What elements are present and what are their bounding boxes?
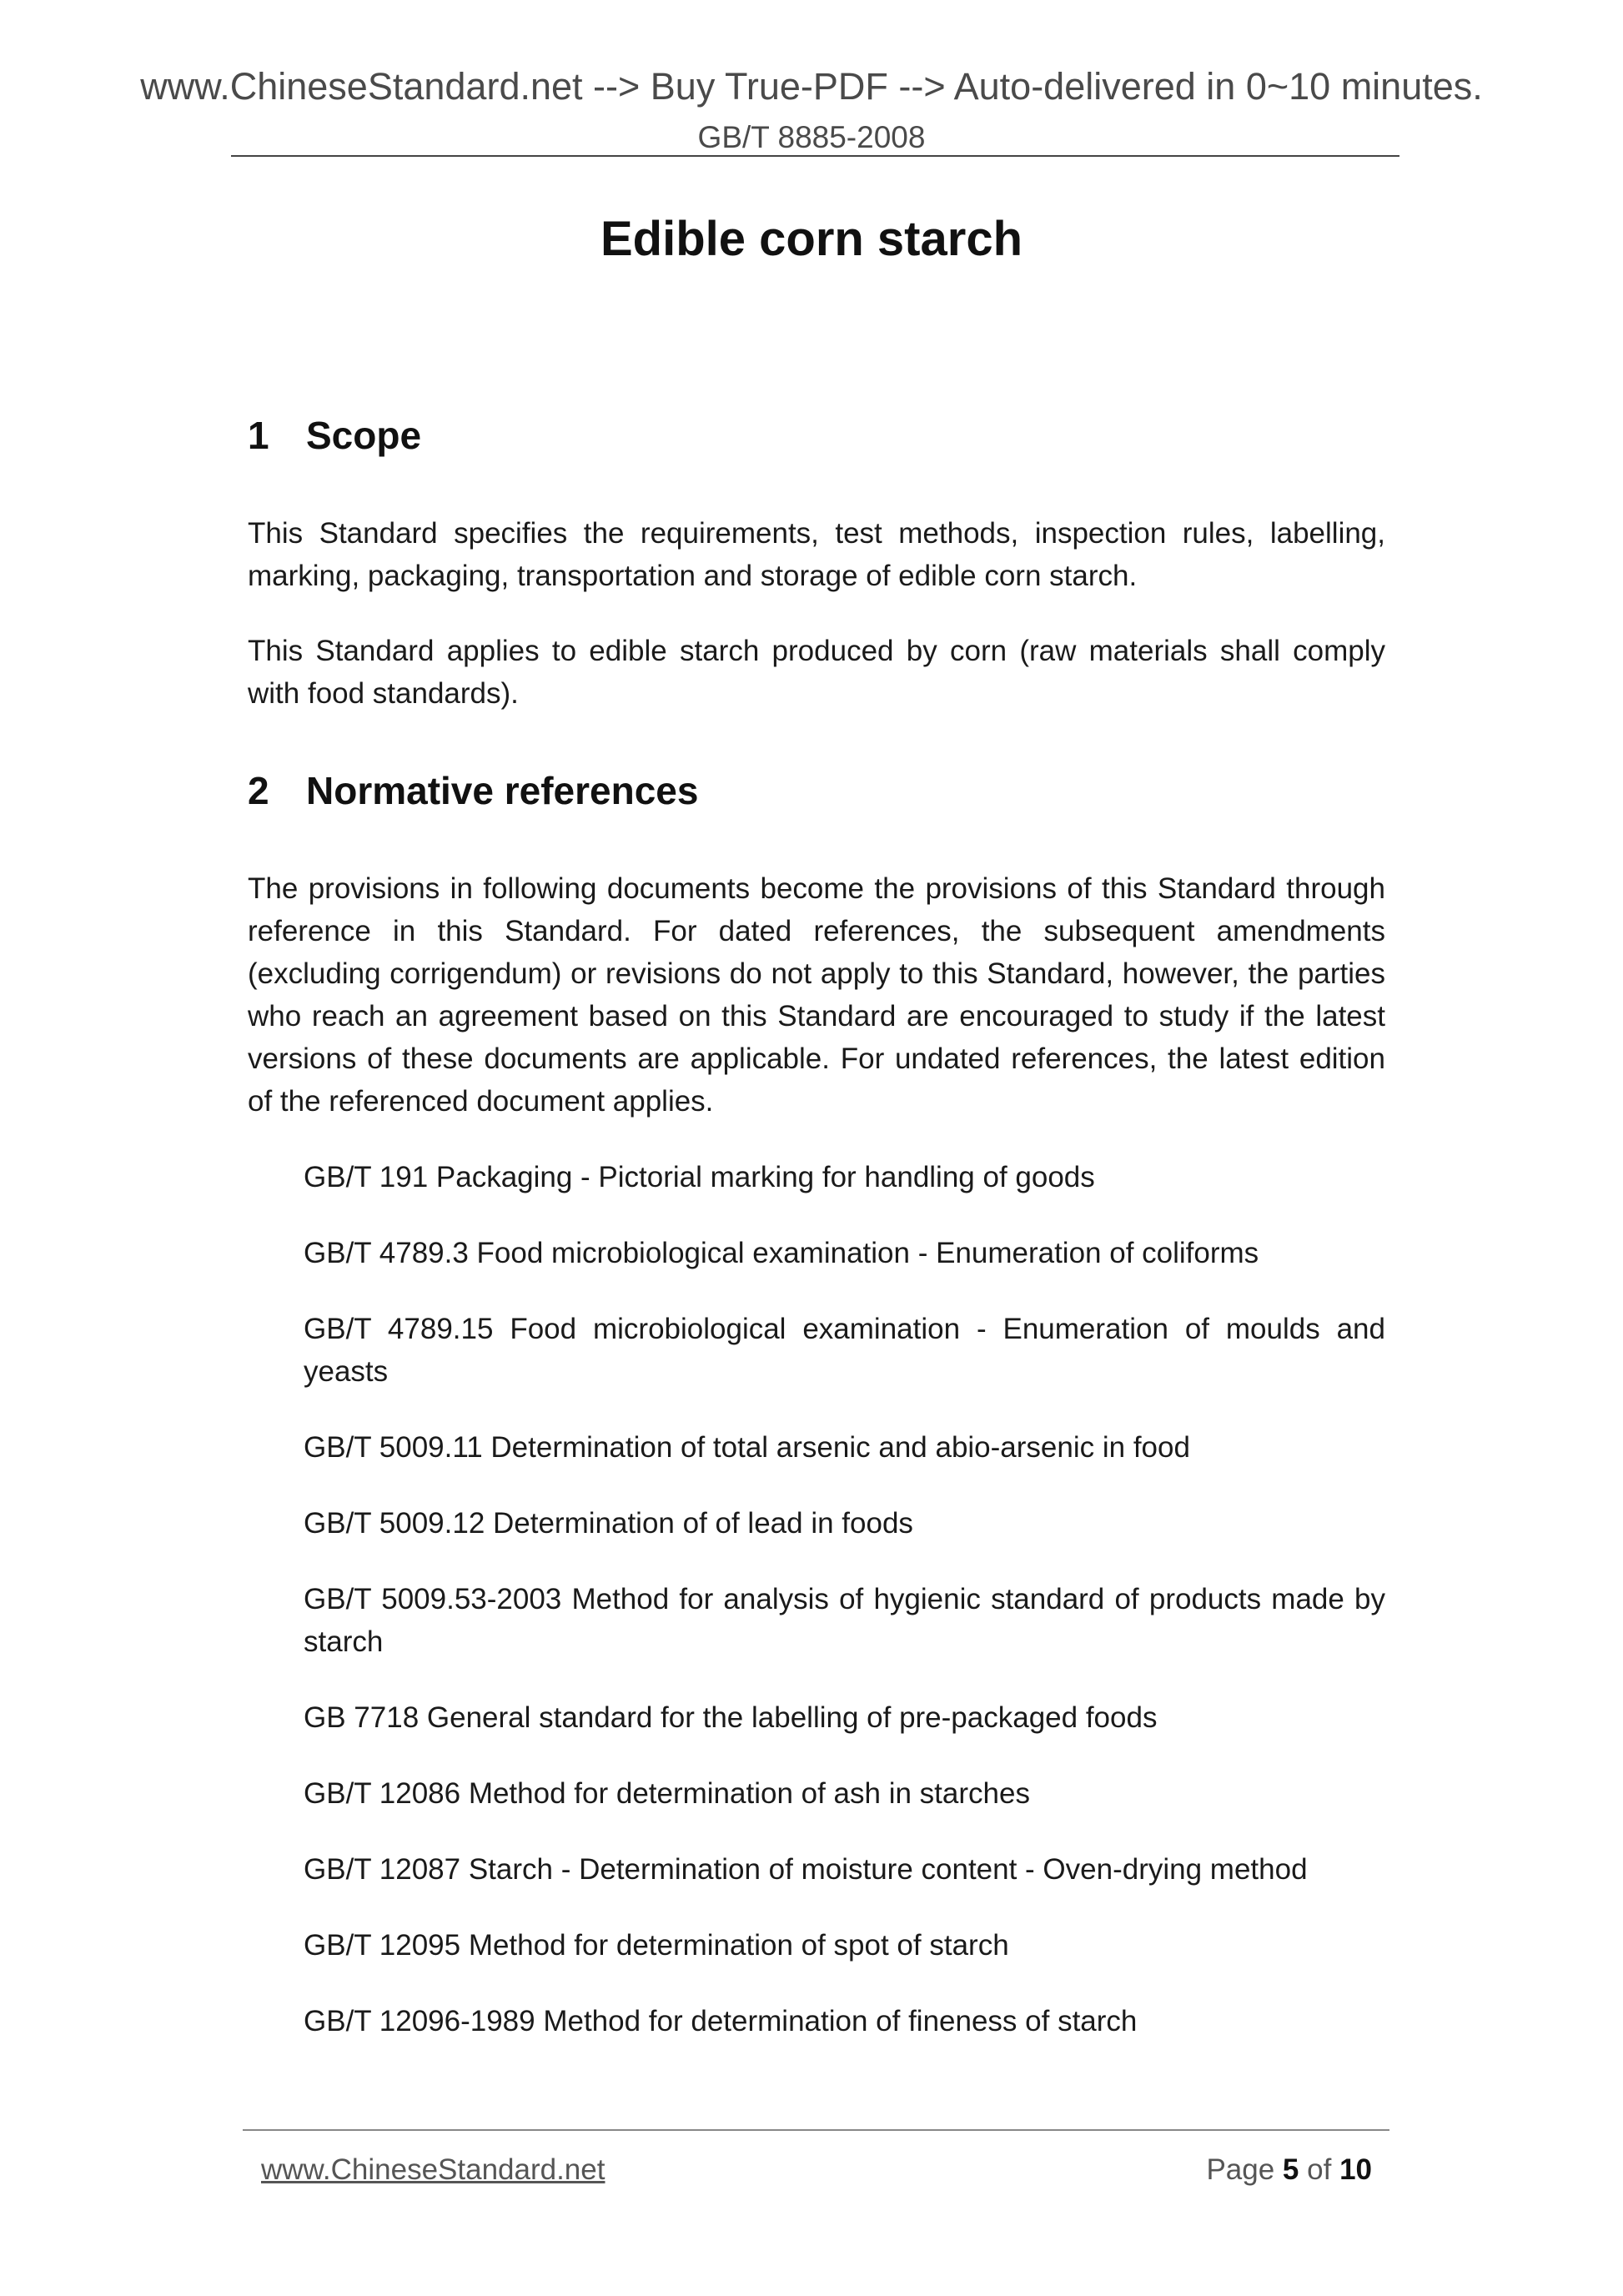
section-title: Scope [306, 414, 422, 457]
reference-item: GB/T 12087 Starch - Determination of moisture content - Oven-drying method [304, 1853, 1308, 1886]
reference-item: GB/T 12086 Method for determination of ash in starches [304, 1777, 1030, 1810]
section-heading-scope [248, 413, 421, 458]
document-title: Edible corn starch [600, 212, 1023, 266]
reference-item: GB 7718 General standard for the labelling of pre-packaged foods [304, 1701, 1158, 1734]
section-title: Normative references [306, 769, 699, 812]
page-current: 5 [1282, 2153, 1299, 2186]
footer-website-link[interactable]: www.ChineseStandard.net [261, 2153, 605, 2186]
page-label: Page [1206, 2153, 1275, 2186]
section-number: 1 [248, 414, 269, 457]
header-banner[interactable]: www.ChineseStandard.net --> Buy True-PDF --> Auto-delivered in 0~10 minutes. [140, 65, 1483, 108]
reference-item: GB/T 4789.15 Food microbiological examination - Enumeration of moulds and yeasts [304, 1313, 1385, 1388]
reference-item: GB/T 4789.3 Food microbiological examination - Enumeration of coliforms [304, 1237, 1259, 1269]
page-indicator [1084, 2153, 1372, 2187]
reference-item: GB/T 5009.12 Determination of of lead in foods [304, 1507, 913, 1540]
footer-divider [243, 2129, 1389, 2131]
header-divider [231, 155, 1399, 157]
page-of-label: of [1307, 2153, 1332, 2186]
scope-paragraph: This Standard applies to edible starch produced by corn (raw materials shall comply with food standards). [248, 635, 1385, 710]
reference-item: GB/T 5009.11 Determination of total arsenic and abio-arsenic in food [304, 1431, 1190, 1464]
page-total: 10 [1339, 2153, 1372, 2186]
reference-item: GB/T 12095 Method for determination of spot of starch [304, 1929, 1009, 1962]
scope-paragraph: This Standard specifies the requirements, test methods, inspection rules, labelling, marking, packaging, transportation and storage of edible corn starch. [248, 517, 1385, 592]
reference-item: GB/T 191 Packaging - Pictorial marking for handling of goods [304, 1161, 1095, 1193]
standard-code: GB/T 8885-2008 [697, 120, 926, 154]
section-number: 2 [248, 769, 269, 812]
reference-item: GB/T 12096-1989 Method for determination of fineness of starch [304, 2005, 1138, 2037]
references-intro: The provisions in following documents become the provisions of this Standard through reference in this Standard. For dated references, the subsequent amendments (excluding corrigendum) or revisions do not apply to this Standard, however, the parties who reach an agreement based on this Standard are encouraged to study if the latest versions of these documents are applicable. For undated references, the latest edition of the referenced document applies. [248, 872, 1385, 1118]
section-heading-references [248, 768, 698, 813]
reference-item: GB/T 5009.53-2003 Method for analysis of hygienic standard of products made by starch [304, 1583, 1385, 1658]
